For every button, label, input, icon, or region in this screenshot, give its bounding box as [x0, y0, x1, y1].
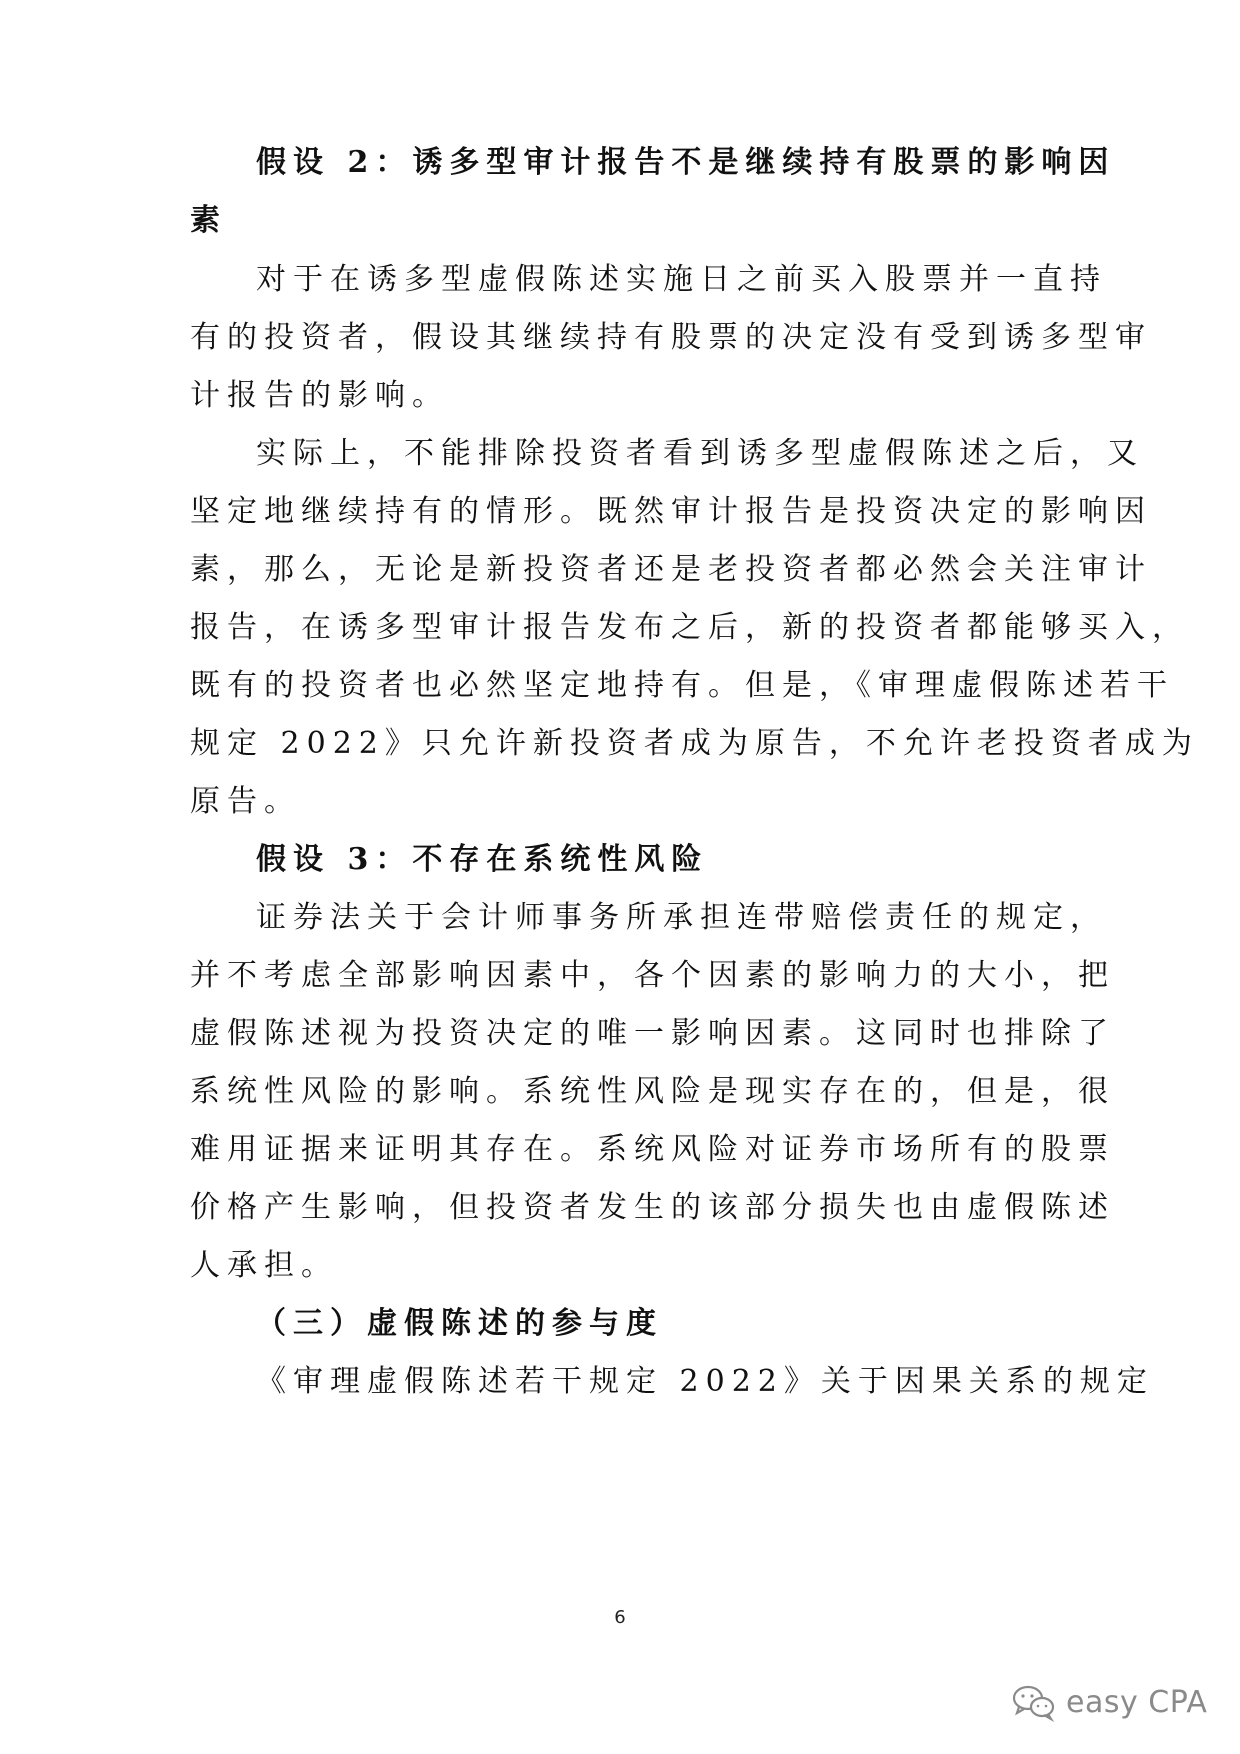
paragraph-line: 有的投资者，假设其继续持有股票的决定没有受到诱多型审	[190, 320, 1152, 355]
paragraph-line: 《审理虚假陈述若干规定 2022》关于因果关系的规定	[256, 1364, 1154, 1399]
paragraph-line: 计报告的影响。	[190, 378, 449, 413]
heading-hypothesis-2-continued: 素	[190, 203, 227, 238]
paragraph-line: 素，那么，无论是新投资者还是老投资者都必然会关注审计	[190, 552, 1152, 587]
page-number: 6	[614, 1607, 626, 1628]
paragraph-line: 价格产生影响，但投资者发生的该部分损失也由虚假陈述	[190, 1190, 1115, 1225]
paragraph-line: 人承担。	[190, 1248, 338, 1283]
watermark-text: easy CPA	[1066, 1684, 1208, 1720]
heading-hypothesis-3: 假设 3：不存在系统性风险	[256, 842, 709, 877]
paragraph-line: 实际上，不能排除投资者看到诱多型虚假陈述之后，又	[256, 436, 1144, 471]
paragraph-line: 原告。	[190, 784, 301, 819]
paragraph-line: 既有的投资者也必然坚定地持有。但是，《审理虚假陈述若干	[190, 668, 1174, 703]
paragraph-line: 虚假陈述视为投资决定的唯一影响因素。这同时也排除了	[190, 1016, 1115, 1051]
paragraph-line: 对于在诱多型虚假陈述实施日之前买入股票并一直持	[256, 262, 1107, 297]
paragraph-line: 并不考虑全部影响因素中，各个因素的影响力的大小，把	[190, 958, 1115, 993]
heading-section-3: （三）虚假陈述的参与度	[256, 1306, 663, 1341]
heading-hypothesis-2: 假设 2：诱多型审计报告不是继续持有股票的影响因	[256, 145, 1116, 180]
paragraph-line: 证券法关于会计师事务所承担连带赔偿责任的规定，	[256, 900, 1107, 935]
paragraph-line: 系统性风险的影响。系统性风险是现实存在的，但是，很	[190, 1074, 1115, 1109]
watermark	[1010, 1682, 1207, 1722]
paragraph-line: 坚定地继续持有的情形。既然审计报告是投资决定的影响因	[190, 494, 1152, 529]
paragraph-line: 规定 2022》只允许新投资者成为原告，不允许老投资者成为	[190, 726, 1199, 761]
paragraph-line: 难用证据来证明其存在。系统风险对证券市场所有的股票	[190, 1132, 1115, 1167]
wechat-icon	[1010, 1682, 1058, 1722]
paragraph-line: 报告，在诱多型审计报告发布之后，新的投资者都能够买入，	[190, 610, 1189, 645]
